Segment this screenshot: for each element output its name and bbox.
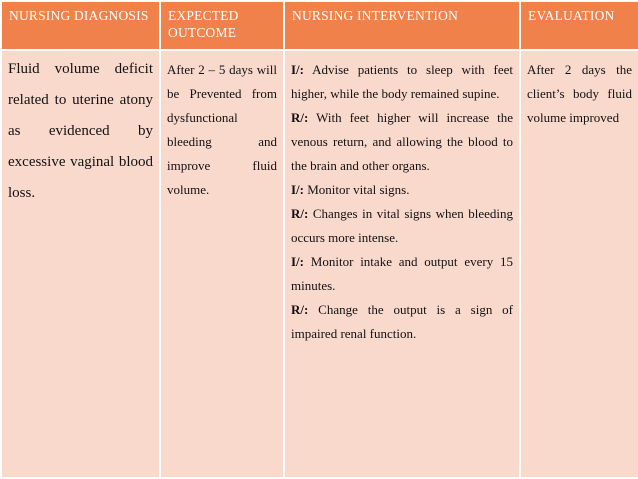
header-evaluation: EVALUATION [520,1,638,50]
intervention-prefix: I/: [291,254,304,269]
rationale-text: With feet higher will increase the venous return, and allowing the blood to the brain and other organs. [291,110,513,173]
header-row [1,1,638,50]
intervention-text: Monitor intake and output every 15 minutes. [291,254,513,293]
diagnosis-cell [1,50,160,478]
table-row [1,50,638,478]
intervention-item [291,250,513,298]
evaluation-text: After 2 days the client’s body fluid volume improved [527,62,632,125]
evaluation-cell [520,50,638,478]
intervention-prefix: I/: [291,62,304,77]
rationale-prefix: R/: [291,302,309,317]
rationale-text: Change the output is a sign of impaired renal function. [291,302,513,341]
intervention-text: Monitor vital signs. [304,182,410,197]
intervention-cell [284,50,520,478]
header-expected-outcome: EXPECTED OUTCOME [160,1,284,50]
header-nursing-intervention: NURSING INTERVENTION [284,1,520,50]
intervention-item [291,58,513,106]
diagnosis-text: Fluid volume deficit related to uterine atony as evidenced by excessive vaginal blood loss. [8,61,153,201]
rationale-prefix: R/: [291,206,309,221]
intervention-prefix: I/: [291,182,304,197]
outcome-cell [160,50,284,478]
intervention-text: Advise patients to sleep with feet higher, while the body remained supine. [291,62,513,101]
header-nursing-diagnosis: NURSING DIAGNOSIS [1,1,160,50]
intervention-item [291,178,513,202]
rationale-text: Changes in vital signs when bleeding occurs more intense. [291,206,513,245]
rationale-item [291,202,513,250]
rationale-prefix: R/: [291,110,309,125]
rationale-item [291,106,513,178]
rationale-item [291,298,513,346]
outcome-text: After 2 – 5 days will be Prevented from dysfunctional bleeding and improve fluid volume. [167,62,277,197]
